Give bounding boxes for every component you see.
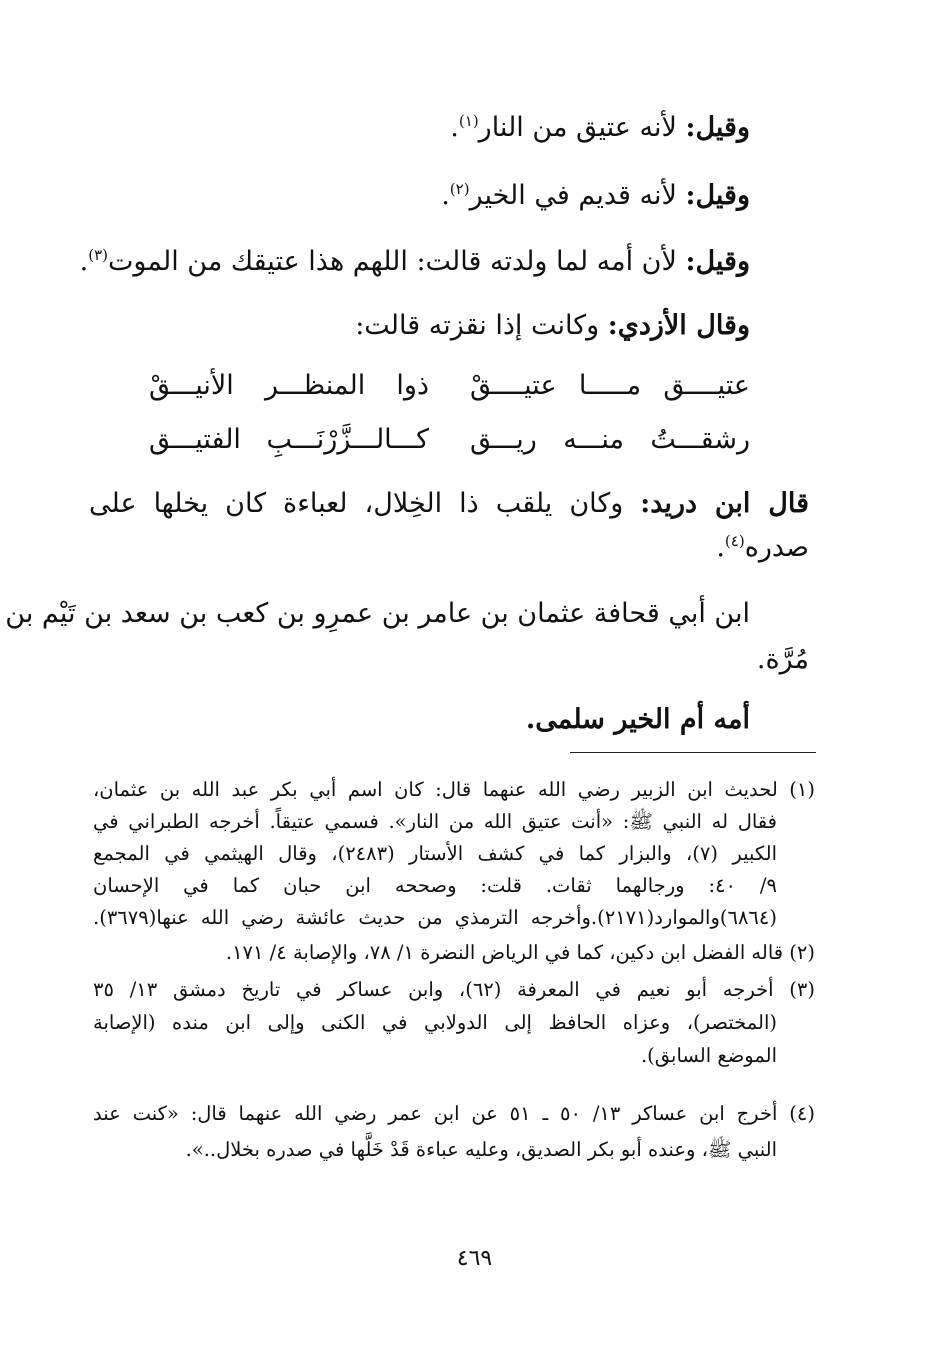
text-line-1: [450, 108, 750, 148]
footnote-ref-2: (٢): [449, 180, 470, 198]
footnote-1-line-4: ٩/ ٤٠: ورجالهما ثقات. قلت: وصححه ابن حبان كما في الإحسان: [93, 874, 777, 897]
verse-2-second-hemistich: كـــالـــزَّرْنَـــبِ الفتيـــق: [149, 424, 429, 455]
text-line-8: [716, 528, 809, 568]
line-lead: وقيل:: [685, 180, 750, 211]
line-text: وكان يلقب ذا الخِلال، لعباءة كان يخلها على: [89, 488, 641, 519]
text-line-10: مُرَّة.: [756, 644, 809, 675]
footnote-ref-3: (٣): [88, 246, 108, 264]
line-end: .: [450, 112, 459, 143]
line-end: .: [441, 180, 450, 211]
line-lead: وقيل:: [685, 112, 750, 143]
line-text: لأنه قديم في الخير: [469, 180, 686, 211]
footnote-4-line-2: النبي ﷺ، وعنده أبو بكر الصديق، وعليه عباءة قَدْ خَلَّها في صدره بخلال..».: [185, 1138, 777, 1161]
verse-1-first-hemistich: عتيــــق مـــــا عتيــــقْ: [470, 370, 750, 401]
line-lead: وقيل:: [685, 246, 750, 277]
line-lead: قال ابن دريد:: [640, 488, 809, 519]
text-line-7: [89, 484, 809, 524]
footnote-4-line-1: (٤) أخرج ابن عساكر ١٣/ ٥٠ ـ ٥١ عن ابن عمر رضي الله عنهما قال: «كنت عند: [93, 1102, 815, 1125]
text-line-4: [355, 306, 750, 346]
footnote-1-line-1: (١) لحديث ابن الزبير رضي الله عنهما قال: كان اسم أبي بكر عبد الله بن عثمان،: [93, 778, 816, 801]
text-line-2: [441, 176, 750, 216]
footnote-1-line-3: الكبير (٧)، والبزار كما في كشف الأستار (٢٤٨٣)، وقال الهيثمي في المجمع: [93, 842, 778, 865]
footnote-ref-4: (٤): [724, 532, 745, 550]
line-text: لأنه عتيق من النار: [478, 112, 686, 143]
line-end: .: [716, 532, 725, 563]
footnote-1-line-2: فقال له النبي ﷺ: «أنت عتيق الله من النار». فسمي عتيقاً. أخرجه الطبراني في: [93, 810, 777, 833]
verse-1-second-hemistich: ذوا المنظـــر الأنيـــقْ: [149, 370, 429, 401]
line-end: .: [79, 246, 89, 277]
page-number: ٤٦٩: [456, 1246, 493, 1271]
footnote-3-line-1: (٣) أخرجه أبو نعيم في المعرفة (٦٢)، وابن عساكر في تاريخ دمشق ١٣/ ٣٥: [93, 978, 815, 1001]
line-text: وكانت إذا نقزته قالت:: [355, 310, 608, 341]
footnote-3-line-2: (المختصر)، وعزاه الحافظ إلى الدولابي في الكنى وإلى ابن منده (الإصابة: [93, 1011, 777, 1034]
line-text: لأن أمه لما ولدته قالت: اللهم هذا عتيقك من الموت: [108, 246, 686, 277]
verse-2-first-hemistich: رشقـــتُ منـــه ريـــق: [470, 424, 750, 455]
footnote-2-line-1: (٢) قاله الفضل ابن دكين، كما في الرياض النضرة ١/ ٧٨، والإصابة ٤/ ١٧١.: [225, 941, 815, 964]
text-line-3: [80, 242, 750, 282]
line-text: صدره: [744, 532, 809, 563]
footnote-ref-1: (١): [458, 112, 479, 130]
footnote-3-line-3: الموضع السابق).: [640, 1044, 777, 1067]
footnote-1-line-5: (٦٨٦٤)والموارد(٢١٧١).وأخرجه الترمذي من حديث عائشة رضي الله عنها(٣٦٧٩).: [93, 906, 777, 929]
text-line-9: ابن أبي قحافة عثمان بن عامر بن عمرِو بن كعب بن سعد بن تَيْم بن: [5, 598, 750, 629]
text-line-11: أمه أم الخير سلمى.: [525, 704, 750, 735]
line-lead: وقال الأزدي:: [607, 310, 750, 341]
footnote-separator: [570, 752, 816, 753]
